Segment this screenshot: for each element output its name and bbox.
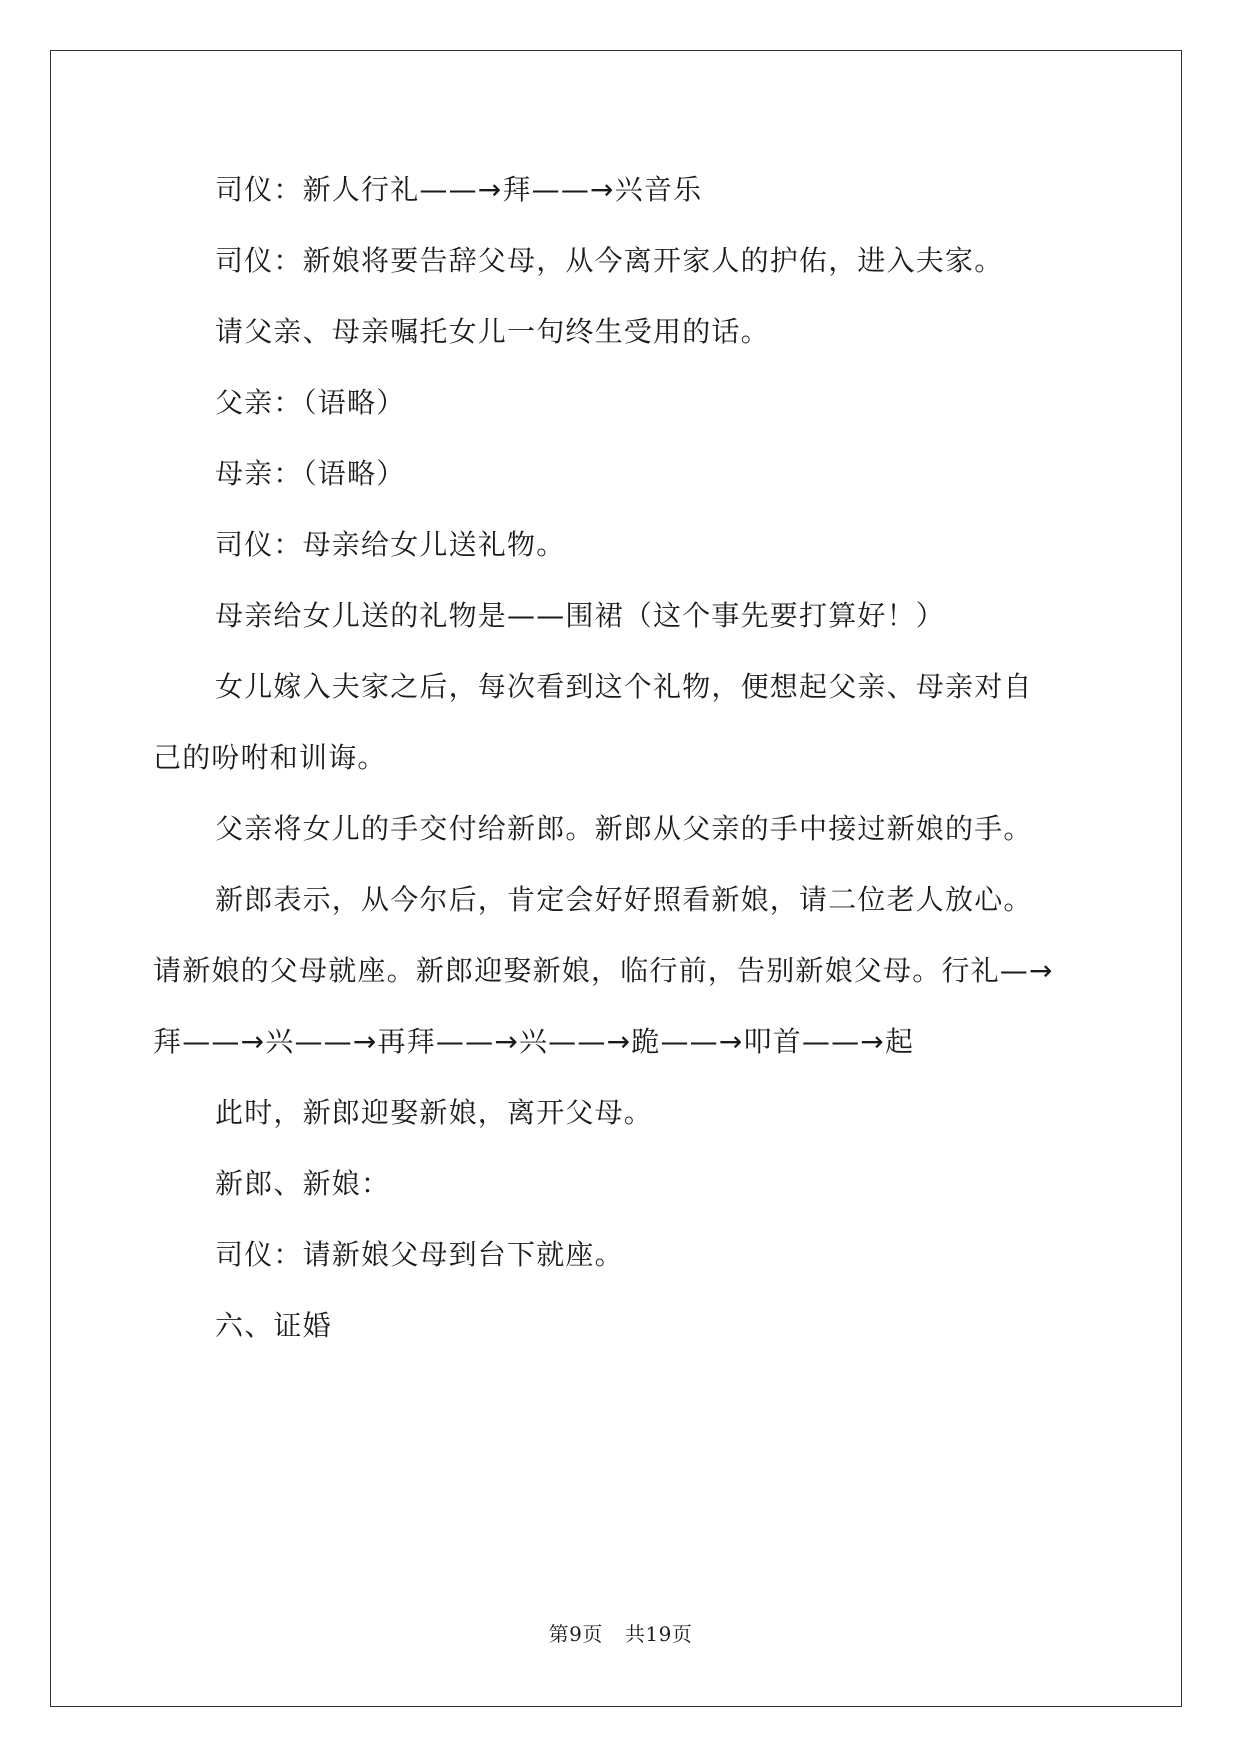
text-line: 父亲将女儿的手交付给新郎。新郎从父亲的手中接过新娘的手。 [215, 812, 1033, 845]
text-line: 请新娘的父母就座。新郎迎娶新娘，临行前，告别新娘父母。行礼—→ [153, 954, 1054, 987]
text-line: 司仪：请新娘父母到台下就座。 [215, 1238, 624, 1271]
text-line: 新郎、新娘： [215, 1167, 391, 1200]
text-line: 拜——→兴——→再拜——→兴——→跪——→叩首——→起 [153, 1025, 915, 1058]
section-heading: 六、证婚 [215, 1309, 332, 1342]
text-line: 己的吩咐和训诲。 [153, 741, 387, 774]
text-line: 此时，新郎迎娶新娘，离开父母。 [215, 1096, 654, 1129]
page-frame [50, 50, 1182, 1707]
text-line: 司仪：母亲给女儿送礼物。 [215, 528, 566, 561]
text-line: 父亲：（语略） [215, 386, 406, 419]
page-footer [0, 1618, 1241, 1647]
page-number: 第9页 [548, 1622, 603, 1646]
text-line: 请父亲、母亲嘱托女儿一句终生受用的话。 [215, 315, 770, 348]
text-line: 母亲：（语略） [215, 457, 406, 490]
page-total: 共19页 [624, 1622, 693, 1646]
text-line: 母亲给女儿送的礼物是——围裙（这个事先要打算好！） [215, 599, 946, 632]
text-line: 女儿嫁入夫家之后，每次看到这个礼物，便想起父亲、母亲对自 [215, 670, 1033, 703]
text-line: 司仪：新人行礼——→拜——→兴音乐 [215, 173, 703, 206]
text-line: 司仪：新娘将要告辞父母，从今离开家人的护佑，进入夫家。 [215, 244, 1004, 277]
text-line: 新郎表示，从今尔后，肯定会好好照看新娘，请二位老人放心。 [215, 883, 1033, 916]
